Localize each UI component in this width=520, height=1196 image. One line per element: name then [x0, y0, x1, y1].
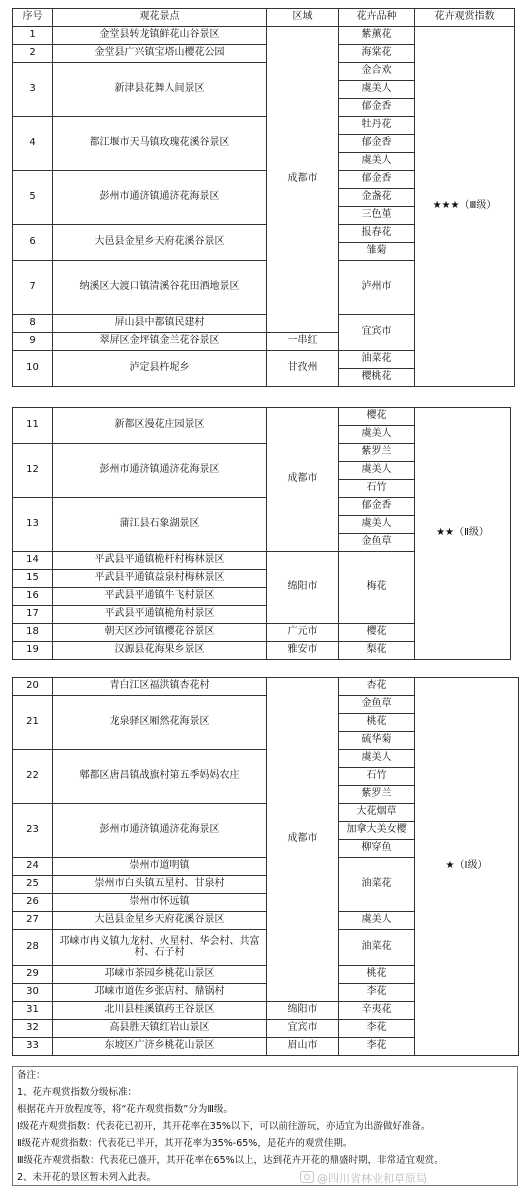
- row-flower: 三色堇: [339, 207, 415, 225]
- row-no: 32: [13, 1020, 53, 1038]
- weibo-camera-icon: [300, 1171, 314, 1183]
- row-spot: 平武县平通镇牛飞村景区: [53, 588, 267, 606]
- row-spot: 邛崃市冉义镇九龙村、火星村、华会村、共富村、石子村: [53, 930, 267, 966]
- row-flower: 李花: [339, 1038, 415, 1056]
- region-cell: 宜宾市: [339, 315, 415, 351]
- row-flower: 柳穿鱼: [339, 840, 415, 858]
- row-flower: 李花: [339, 1020, 415, 1038]
- row-flower: 樱花: [339, 408, 415, 426]
- row-flower: 虞美人: [339, 912, 415, 930]
- notes-title: 备注：: [17, 1070, 46, 1081]
- row-spot: 翠屏区金坪镇金兰花谷景区: [53, 333, 267, 351]
- row-flower: 樱桃花: [339, 369, 415, 387]
- notes-line: 2、未开花的景区暂未列入此表。: [17, 1172, 157, 1183]
- flower-table-grade-2: [12, 407, 511, 660]
- row-flower: 郁金香: [339, 135, 415, 153]
- row-flower: 紫薰花: [339, 27, 415, 45]
- row-spot: 金堂县转龙镇鲜花山谷景区: [53, 27, 267, 45]
- row-no: 7: [13, 261, 53, 315]
- row-no: 12: [13, 444, 53, 498]
- row-spot: 泸定县杵坭乡: [53, 351, 267, 387]
- index-cell: ★★（Ⅱ级）: [415, 408, 511, 660]
- row-no: 22: [13, 750, 53, 804]
- row-flower: 海棠花: [339, 45, 415, 63]
- row-flower: 樱花: [339, 624, 415, 642]
- row-flower: 郁金香: [339, 171, 415, 189]
- flower-table-grade-3: [12, 8, 515, 387]
- row-spot: 金堂县广兴镇宝塔山樱花公园: [53, 45, 267, 63]
- row-flower: 虞美人: [339, 750, 415, 768]
- region-cell: 成都市: [267, 27, 339, 333]
- table-header-row: [13, 9, 515, 27]
- row-no: 19: [13, 642, 53, 660]
- row-spot: 高县胜天镇红岩山景区: [53, 1020, 267, 1038]
- row-no: 3: [13, 63, 53, 117]
- table-row: [13, 27, 515, 45]
- row-no: 33: [13, 1038, 53, 1056]
- region-cell: 成都市: [267, 678, 339, 1002]
- row-flower: 一串红: [267, 333, 339, 351]
- header-spot: 观花景点: [53, 9, 267, 27]
- row-spot: 彭州市通济镇通济花海景区: [53, 444, 267, 498]
- region-cell: 广元市: [267, 624, 339, 642]
- row-flower: 虞美人: [339, 516, 415, 534]
- index-cell: ★★★（Ⅲ级）: [415, 27, 515, 387]
- row-flower: 雏菊: [339, 243, 415, 261]
- row-flower: 梨花: [339, 642, 415, 660]
- notes-line: Ⅲ级花卉观赏指数：代表花已盛开，其开花率在65%以上，达到花卉开花的鼎盛时期，非常适宜观赏。: [17, 1155, 444, 1166]
- row-spot: 新津县花舞人间景区: [53, 63, 267, 117]
- region-cell: 绵阳市: [267, 1002, 339, 1020]
- row-spot: 青白江区福洪镇杏花村: [53, 678, 267, 696]
- row-flower: 油菜花: [339, 930, 415, 966]
- row-flower: 牡丹花: [339, 117, 415, 135]
- row-spot: 朝天区沙河镇樱花谷景区: [53, 624, 267, 642]
- row-flower: 桃花: [339, 714, 415, 732]
- row-spot: 彭州市通济镇通济花海景区: [53, 171, 267, 225]
- row-spot: 彭州市通济镇通济花海景区: [53, 804, 267, 858]
- row-spot: 平武县平通镇桅杆村梅林景区: [53, 552, 267, 570]
- notes-line: Ⅰ级花卉观赏指数：代表花已初开，其开花率在35%以下，可以前往游玩，亦适宜为出游做好准备。: [17, 1121, 431, 1132]
- row-spot: 崇州市怀远镇: [53, 894, 267, 912]
- row-no: 20: [13, 678, 53, 696]
- row-no: 30: [13, 984, 53, 1002]
- row-spot: 蒲江县石象湖景区: [53, 498, 267, 552]
- header-index: 花卉观赏指数: [415, 9, 515, 27]
- row-no: 21: [13, 696, 53, 750]
- watermark: [300, 1170, 427, 1186]
- row-spot: 邛崃市道佐乡张店村、鼎锅村: [53, 984, 267, 1002]
- row-no: 8: [13, 315, 53, 333]
- row-spot: 崇州市白头镇五星村、甘泉村: [53, 876, 267, 894]
- region-cell: 雅安市: [267, 642, 339, 660]
- notes-line: Ⅱ级花卉观赏指数：代表花已半开，其开花率为35%-65%，是花卉的观赏佳期。: [17, 1138, 353, 1149]
- row-flower: 梅花: [339, 552, 415, 624]
- row-no: 16: [13, 588, 53, 606]
- table-row: [13, 678, 519, 696]
- region-cell: 成都市: [267, 408, 339, 552]
- row-spot: 新都区漫花庄园景区: [53, 408, 267, 444]
- row-no: 31: [13, 1002, 53, 1020]
- row-spot: 汉源县花海果乡景区: [53, 642, 267, 660]
- row-no: 23: [13, 804, 53, 858]
- index-cell: ★（Ⅰ级）: [415, 678, 519, 1056]
- row-flower: 桃花: [339, 966, 415, 984]
- row-flower: 郁金香: [339, 99, 415, 117]
- row-flower: 虞美人: [339, 81, 415, 99]
- header-flower: 花卉品种: [339, 9, 415, 27]
- row-flower: 虞美人: [339, 153, 415, 171]
- row-no: 14: [13, 552, 53, 570]
- row-flower: 紫罗兰: [339, 444, 415, 462]
- row-spot: 大邑县金星乡天府花溪谷景区: [53, 912, 267, 930]
- row-flower: 硫华菊: [339, 732, 415, 750]
- row-no: 1: [13, 27, 53, 45]
- row-no: 13: [13, 498, 53, 552]
- row-no: 24: [13, 858, 53, 876]
- row-no: 10: [13, 351, 53, 387]
- row-spot: 崇州市道明镇: [53, 858, 267, 876]
- row-no: 18: [13, 624, 53, 642]
- region-cell: 甘孜州: [267, 351, 339, 387]
- row-no: 11: [13, 408, 53, 444]
- row-flower: 虞美人: [339, 462, 415, 480]
- row-flower: 油菜花: [339, 858, 415, 912]
- row-no: 2: [13, 45, 53, 63]
- row-spot: 邛崃市茶园乡桃花山景区: [53, 966, 267, 984]
- row-no: 4: [13, 117, 53, 171]
- row-no: 27: [13, 912, 53, 930]
- row-spot: 屏山县中都镇民建村: [53, 315, 267, 333]
- row-spot: 纳溪区大渡口镇清溪谷花田酒地景区: [53, 261, 267, 315]
- row-flower: 杏花: [339, 678, 415, 696]
- notes-line: 根据花卉开放程度等，将“花卉观赏指数”分为Ⅲ级。: [17, 1104, 233, 1115]
- notes-box: [12, 1066, 518, 1186]
- region-cell: 宜宾市: [267, 1020, 339, 1038]
- row-flower: 金盏花: [339, 189, 415, 207]
- flower-table-grade-1: [12, 677, 519, 1056]
- row-flower: 石竹: [339, 480, 415, 498]
- row-flower: 石竹: [339, 768, 415, 786]
- row-no: 28: [13, 930, 53, 966]
- region-cell: 绵阳市: [267, 552, 339, 624]
- row-flower: 大花烟草: [339, 804, 415, 822]
- row-flower: 紫罗兰: [339, 786, 415, 804]
- row-spot: 都江堰市天马镇玫瑰花溪谷景区: [53, 117, 267, 171]
- row-flower: 李花: [339, 984, 415, 1002]
- notes-line: 1、花卉观赏指数分级标准：: [17, 1087, 138, 1098]
- row-spot: 东坡区广济乡桃花山景区: [53, 1038, 267, 1056]
- watermark-text: @四川省林业和草原局: [317, 1172, 427, 1185]
- region-cell: 泸州市: [339, 261, 415, 315]
- row-no: 25: [13, 876, 53, 894]
- row-no: 9: [13, 333, 53, 351]
- row-no: 26: [13, 894, 53, 912]
- row-flower: 金合欢: [339, 63, 415, 81]
- row-spot: 平武县平通镇益泉村梅林景区: [53, 570, 267, 588]
- row-no: 6: [13, 225, 53, 261]
- row-flower: 报春花: [339, 225, 415, 243]
- row-spot: 大邑县金星乡天府花溪谷景区: [53, 225, 267, 261]
- row-flower: 油菜花: [339, 351, 415, 369]
- header-region: 区域: [267, 9, 339, 27]
- row-flower: 虞美人: [339, 426, 415, 444]
- row-flower: 金鱼草: [339, 696, 415, 714]
- row-flower: 辛夷花: [339, 1002, 415, 1020]
- table-row: [13, 408, 511, 426]
- row-spot: 北川县桂溪镇药王谷景区: [53, 1002, 267, 1020]
- region-cell: 眉山市: [267, 1038, 339, 1056]
- row-flower: 郁金香: [339, 498, 415, 516]
- row-no: 29: [13, 966, 53, 984]
- row-flower: 加拿大美女樱: [339, 822, 415, 840]
- row-no: 15: [13, 570, 53, 588]
- row-spot: 郫都区唐昌镇战旗村第五季妈妈农庄: [53, 750, 267, 804]
- row-spot: 平武县平通镇桅角村景区: [53, 606, 267, 624]
- row-no: 5: [13, 171, 53, 225]
- row-spot: 龙泉驿区厢然花海景区: [53, 696, 267, 750]
- row-flower: 金鱼草: [339, 534, 415, 552]
- header-no: 序号: [13, 9, 53, 27]
- row-no: 17: [13, 606, 53, 624]
